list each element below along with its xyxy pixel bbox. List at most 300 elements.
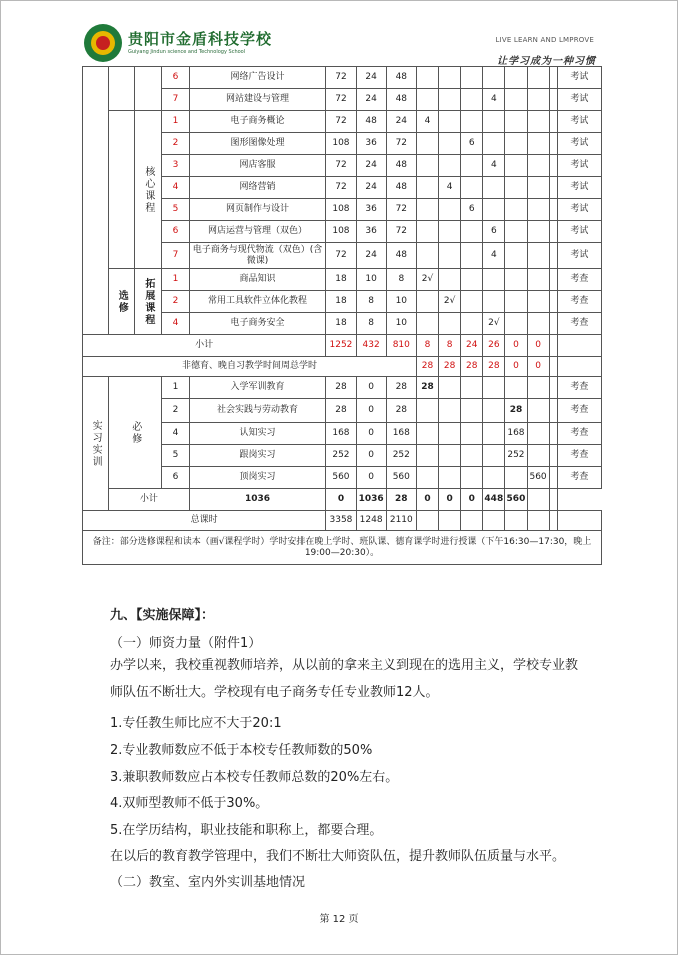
total-hours: 1036 <box>189 489 326 511</box>
semester-hours <box>461 467 483 489</box>
semester-hours <box>505 111 527 133</box>
semester-hours: 6 <box>483 221 505 243</box>
semester-hours: 8 <box>439 335 461 357</box>
practice-hours: 168 <box>386 423 416 445</box>
semester-hours <box>416 445 438 467</box>
course-number: 6 <box>162 67 189 89</box>
practice-hours: 28 <box>386 377 416 399</box>
assessment-type: 考试 <box>557 177 601 199</box>
semester-hours <box>461 291 483 313</box>
total-hours: 560 <box>326 467 356 489</box>
list-item: 2.专业教师数应不低于本校专任教师数的50% <box>110 743 373 758</box>
semester-hours: 448 <box>483 489 505 511</box>
theory-hours: 10 <box>356 269 386 291</box>
semester-hours: 28 <box>483 357 505 377</box>
semester-hours <box>439 399 461 423</box>
course-name: 社会实践与劳动教育 <box>189 399 326 423</box>
total-hours: 72 <box>326 155 356 177</box>
course-number: 4 <box>162 313 189 335</box>
semester-hours <box>483 111 505 133</box>
spacer-cell <box>549 221 557 243</box>
theory-hours: 24 <box>356 67 386 89</box>
semester-hours <box>416 89 438 111</box>
semester-hours <box>483 445 505 467</box>
theory-hours: 36 <box>356 199 386 221</box>
semester-hours: 28 <box>505 399 527 423</box>
theory-hours: 0 <box>356 377 386 399</box>
assessment-type: 考试 <box>557 199 601 221</box>
assessment-type <box>557 335 601 357</box>
course-number: 5 <box>162 445 189 467</box>
spacer-cell <box>549 335 557 357</box>
theory-hours: 0 <box>326 489 356 511</box>
semester-hours <box>483 291 505 313</box>
semester-hours <box>483 511 505 531</box>
extension-course-label <box>135 269 162 335</box>
semester-hours: 4 <box>483 155 505 177</box>
spacer-cell <box>549 445 557 467</box>
spacer-cell <box>549 177 557 199</box>
semester-hours: 0 <box>461 489 483 511</box>
course-number: 4 <box>162 177 189 199</box>
theory-hours: 24 <box>356 155 386 177</box>
core-course-label <box>135 111 162 269</box>
subgroup-cell <box>135 67 162 111</box>
semester-hours <box>416 423 438 445</box>
practice-hours: 8 <box>386 269 416 291</box>
semester-hours <box>483 399 505 423</box>
semester-hours <box>416 133 438 155</box>
semester-hours: 0 <box>416 489 438 511</box>
weekly-hours-label: 非德育、晚自习教学时间周总学时 <box>83 357 417 377</box>
semester-hours <box>416 177 438 199</box>
total-hours: 72 <box>326 89 356 111</box>
semester-hours <box>439 89 461 111</box>
spacer-cell <box>549 313 557 335</box>
list-item: 3.兼职教师数应占本校专任教师总数的20%左右。 <box>110 770 399 785</box>
paragraph-management: 在以后的教育教学管理中，我们不断壮大师资队伍，提升教师队伍质量与水平。 <box>110 849 566 864</box>
semester-hours: 28 <box>386 489 416 511</box>
spacer-cell <box>549 243 557 269</box>
semester-hours <box>461 399 483 423</box>
theory-hours: 0 <box>356 423 386 445</box>
semester-hours: 560 <box>527 467 549 489</box>
total-hours: 108 <box>326 133 356 155</box>
theory-hours: 0 <box>356 445 386 467</box>
spacer-cell <box>549 111 557 133</box>
list-item: 5.在学历结构，职业技能和职称上，都要合理。 <box>110 823 383 838</box>
semester-hours <box>483 423 505 445</box>
semester-hours <box>505 133 527 155</box>
spacer-cell <box>549 155 557 177</box>
semester-hours: 4 <box>439 177 461 199</box>
course-number: 2 <box>162 133 189 155</box>
total-hours: 1252 <box>326 335 356 357</box>
semester-hours <box>439 269 461 291</box>
required-label <box>109 377 162 489</box>
spacer-cell <box>549 377 557 399</box>
total-hours: 108 <box>326 221 356 243</box>
semester-hours: 0 <box>505 335 527 357</box>
semester-hours <box>416 199 438 221</box>
practice-hours: 560 <box>386 467 416 489</box>
practice-hours: 48 <box>386 177 416 199</box>
spacer-cell <box>549 89 557 111</box>
semester-hours <box>483 133 505 155</box>
semester-hours: 2√ <box>483 313 505 335</box>
assessment-type: 考查 <box>557 445 601 467</box>
semester-hours: 28 <box>416 377 438 399</box>
table-row <box>83 489 602 511</box>
semester-hours <box>439 243 461 269</box>
spacer-cell <box>549 511 557 531</box>
semester-hours <box>527 511 549 531</box>
semester-hours <box>416 67 438 89</box>
semester-hours: 0 <box>527 335 549 357</box>
required-label: 必修 <box>129 420 141 445</box>
table-row <box>83 377 602 399</box>
semester-hours <box>461 67 483 89</box>
course-name: 网页制作与设计 <box>189 199 326 221</box>
course-name: 网站建设与管理 <box>189 89 326 111</box>
total-hours: 28 <box>326 399 356 423</box>
total-hours: 18 <box>326 269 356 291</box>
school-name-english: Guiyang Jindun science and Technology School <box>128 49 246 55</box>
motto-chinese: 让学习成为一种习惯 <box>497 56 596 67</box>
semester-hours <box>439 423 461 445</box>
semester-hours <box>527 67 549 89</box>
practice-hours: 1036 <box>356 489 386 511</box>
page-number: 第 12 页 <box>319 914 359 925</box>
semester-hours <box>461 269 483 291</box>
total-hours: 72 <box>326 111 356 133</box>
semester-hours <box>416 291 438 313</box>
semester-hours: 28 <box>416 357 438 377</box>
assessment-type: 考查 <box>557 423 601 445</box>
semester-hours: 0 <box>527 357 549 377</box>
table-row <box>83 269 602 291</box>
semester-hours <box>505 269 527 291</box>
semester-hours: 2√ <box>416 269 438 291</box>
elective-label: 选修 <box>116 289 128 314</box>
practice-training-label: 实习实训 <box>90 419 102 468</box>
semester-hours <box>527 155 549 177</box>
course-name: 常用工具软件立体化教程 <box>189 291 326 313</box>
curriculum-table <box>82 66 602 565</box>
theory-hours: 0 <box>356 399 386 423</box>
semester-hours <box>439 377 461 399</box>
semester-hours: 6 <box>461 133 483 155</box>
assessment-type: 考查 <box>557 467 601 489</box>
semester-hours <box>439 511 461 531</box>
core-course-label: 核心课程 <box>142 165 154 214</box>
spacer-cell <box>549 199 557 221</box>
semester-hours <box>527 243 549 269</box>
assessment-type <box>549 489 557 511</box>
semester-hours <box>416 313 438 335</box>
semester-hours <box>439 111 461 133</box>
semester-hours <box>527 291 549 313</box>
semester-hours <box>527 313 549 335</box>
semester-hours <box>527 177 549 199</box>
semester-hours: 6 <box>461 199 483 221</box>
semester-hours <box>483 67 505 89</box>
practice-hours: 72 <box>386 199 416 221</box>
semester-hours <box>461 89 483 111</box>
course-name: 电子商务与现代物流（双色）(含微课) <box>189 243 326 269</box>
course-number: 7 <box>162 89 189 111</box>
total-hours: 18 <box>326 291 356 313</box>
spacer-cell <box>549 133 557 155</box>
theory-hours: 36 <box>356 221 386 243</box>
course-number: 4 <box>162 423 189 445</box>
semester-hours <box>527 199 549 221</box>
course-name: 商品知识 <box>189 269 326 291</box>
semester-hours <box>439 133 461 155</box>
practice-hours: 2110 <box>386 511 416 531</box>
course-number: 5 <box>162 199 189 221</box>
course-number: 3 <box>162 155 189 177</box>
course-number: 2 <box>162 399 189 423</box>
theory-hours: 48 <box>356 111 386 133</box>
grand-total-label: 总课时 <box>83 511 326 531</box>
paragraph-teachers: 办学以来，我校重视教师培养，从以前的拿来主义到现在的选用主义，学校专业教师队伍不断壮大。学校现有电子商务专任专业教师12人。 <box>110 658 579 700</box>
semester-hours <box>505 67 527 89</box>
course-name: 图形图像处理 <box>189 133 326 155</box>
spacer-cell <box>549 357 557 377</box>
practice-hours: 48 <box>386 155 416 177</box>
theory-hours: 1248 <box>356 511 386 531</box>
spacer-cell <box>549 467 557 489</box>
practice-hours: 48 <box>386 243 416 269</box>
semester-hours <box>505 467 527 489</box>
theory-hours: 24 <box>356 177 386 199</box>
table-row <box>83 335 602 357</box>
table-row <box>83 67 602 89</box>
semester-hours <box>416 155 438 177</box>
practice-hours: 48 <box>386 89 416 111</box>
practice-hours: 24 <box>386 111 416 133</box>
semester-hours <box>505 511 527 531</box>
semester-hours: 28 <box>461 357 483 377</box>
course-number: 1 <box>162 269 189 291</box>
assessment-type: 考试 <box>557 67 601 89</box>
school-logo-icon <box>84 24 122 62</box>
theory-hours: 432 <box>356 335 386 357</box>
course-name: 网店客服 <box>189 155 326 177</box>
subtotal-label: 小计 <box>109 489 189 511</box>
semester-hours <box>461 111 483 133</box>
semester-hours <box>505 199 527 221</box>
semester-hours <box>527 133 549 155</box>
practice-training-label <box>83 377 109 511</box>
course-number: 1 <box>162 377 189 399</box>
semester-hours <box>505 89 527 111</box>
subtotal-label: 小计 <box>83 335 326 357</box>
assessment-type: 考试 <box>557 221 601 243</box>
semester-hours: 28 <box>439 357 461 377</box>
assessment-type: 考试 <box>557 243 601 269</box>
semester-hours <box>461 221 483 243</box>
theory-hours: 8 <box>356 291 386 313</box>
semester-hours <box>461 243 483 269</box>
school-name: 贵阳市金盾科技学校 <box>128 30 273 48</box>
spacer-cell <box>549 291 557 313</box>
semester-hours <box>416 467 438 489</box>
section-title: 九、【实施保障】： <box>110 608 215 623</box>
motto-english: LIVE LEARN AND LMPROVE <box>495 36 594 44</box>
total-hours: 72 <box>326 67 356 89</box>
total-hours: 28 <box>326 377 356 399</box>
semester-hours <box>505 177 527 199</box>
semester-hours <box>527 377 549 399</box>
semester-hours: 252 <box>505 445 527 467</box>
course-name: 认知实习 <box>189 423 326 445</box>
assessment-type: 考查 <box>557 291 601 313</box>
semester-hours: 0 <box>439 489 461 511</box>
group-cell <box>109 67 135 111</box>
semester-hours <box>439 199 461 221</box>
semester-hours <box>505 377 527 399</box>
theory-hours: 0 <box>356 467 386 489</box>
semester-hours <box>527 423 549 445</box>
table-row <box>83 357 602 377</box>
semester-hours <box>527 445 549 467</box>
table-note: 备注：部分选修课程和读本（画√课程学时）学时安排在晚上学时、班队课、德育课学时进行授课（下午16:30—17:30，晚上19:00—20:30）。 <box>83 531 602 565</box>
course-name: 电子商务安全 <box>189 313 326 335</box>
semester-hours <box>461 511 483 531</box>
semester-hours <box>461 155 483 177</box>
total-hours: 72 <box>326 177 356 199</box>
semester-hours: 8 <box>416 335 438 357</box>
course-number: 7 <box>162 243 189 269</box>
practice-hours: 48 <box>386 67 416 89</box>
assessment-type: 考查 <box>557 399 601 423</box>
practice-hours: 72 <box>386 133 416 155</box>
assessment-type: 考查 <box>557 313 601 335</box>
practice-hours: 10 <box>386 313 416 335</box>
semester-hours <box>439 67 461 89</box>
semester-hours <box>483 177 505 199</box>
list-item: 4.双师型教师不低于30%。 <box>110 796 269 811</box>
semester-hours <box>439 313 461 335</box>
spacer-cell <box>549 423 557 445</box>
semester-hours <box>505 313 527 335</box>
practice-hours: 252 <box>386 445 416 467</box>
semester-hours <box>483 467 505 489</box>
total-hours: 18 <box>326 313 356 335</box>
semester-hours <box>439 445 461 467</box>
theory-hours: 36 <box>356 133 386 155</box>
semester-hours: 0 <box>505 357 527 377</box>
semester-hours <box>483 199 505 221</box>
semester-hours: 24 <box>461 335 483 357</box>
semester-hours <box>416 221 438 243</box>
semester-hours <box>439 467 461 489</box>
assessment-type: 考试 <box>557 89 601 111</box>
theory-hours: 8 <box>356 313 386 335</box>
group-cell <box>109 111 135 269</box>
semester-hours <box>461 177 483 199</box>
course-number: 6 <box>162 221 189 243</box>
semester-hours <box>527 111 549 133</box>
course-name: 网店运营与管理（双色） <box>189 221 326 243</box>
semester-hours <box>416 511 438 531</box>
semester-hours: 560 <box>505 489 527 511</box>
theory-hours: 24 <box>356 89 386 111</box>
table-row <box>83 511 602 531</box>
course-name: 顶岗实习 <box>189 467 326 489</box>
course-name: 入学军训教育 <box>189 377 326 399</box>
semester-hours <box>461 445 483 467</box>
semester-hours <box>416 243 438 269</box>
semester-hours: 4 <box>483 89 505 111</box>
course-number: 1 <box>162 111 189 133</box>
subsection-teachers: （一）师资力量（附件1） <box>110 636 262 651</box>
course-number: 2 <box>162 291 189 313</box>
semester-hours <box>505 221 527 243</box>
semester-hours <box>461 377 483 399</box>
total-hours: 72 <box>326 243 356 269</box>
assessment-type: 考试 <box>557 133 601 155</box>
table-row <box>83 111 602 133</box>
practice-hours: 28 <box>386 399 416 423</box>
semester-hours: 4 <box>483 243 505 269</box>
semester-hours <box>439 155 461 177</box>
total-hours: 3358 <box>326 511 356 531</box>
total-hours: 252 <box>326 445 356 467</box>
extension-course-label: 拓展课程 <box>142 277 154 326</box>
practice-hours: 810 <box>386 335 416 357</box>
total-hours: 168 <box>326 423 356 445</box>
assessment-type <box>557 511 601 531</box>
course-name: 跟岗实习 <box>189 445 326 467</box>
assessment-type: 考试 <box>557 111 601 133</box>
assessment-type <box>557 357 601 377</box>
semester-hours <box>416 399 438 423</box>
semester-hours <box>483 377 505 399</box>
semester-hours <box>505 291 527 313</box>
spacer-cell <box>549 269 557 291</box>
list-item: 1.专任教生师比应不大于20:1 <box>110 716 282 731</box>
assessment-type: 考查 <box>557 377 601 399</box>
spacer-cell <box>527 489 549 511</box>
course-number: 6 <box>162 467 189 489</box>
category-cell <box>83 67 109 335</box>
semester-hours <box>527 89 549 111</box>
semester-hours <box>505 155 527 177</box>
course-name: 电子商务概论 <box>189 111 326 133</box>
theory-hours: 24 <box>356 243 386 269</box>
semester-hours <box>461 313 483 335</box>
assessment-type: 考试 <box>557 155 601 177</box>
semester-hours <box>461 423 483 445</box>
subsection-classrooms: （二）教室、室内外实训基地情况 <box>110 875 306 890</box>
elective-label <box>109 269 135 335</box>
semester-hours: 168 <box>505 423 527 445</box>
spacer-cell <box>549 399 557 423</box>
semester-hours <box>527 269 549 291</box>
course-name: 网络广告设计 <box>189 67 326 89</box>
semester-hours: 4 <box>416 111 438 133</box>
semester-hours <box>527 221 549 243</box>
practice-hours: 72 <box>386 221 416 243</box>
semester-hours <box>527 399 549 423</box>
page-header <box>82 22 602 67</box>
semester-hours <box>439 221 461 243</box>
semester-hours <box>483 269 505 291</box>
semester-hours <box>505 243 527 269</box>
